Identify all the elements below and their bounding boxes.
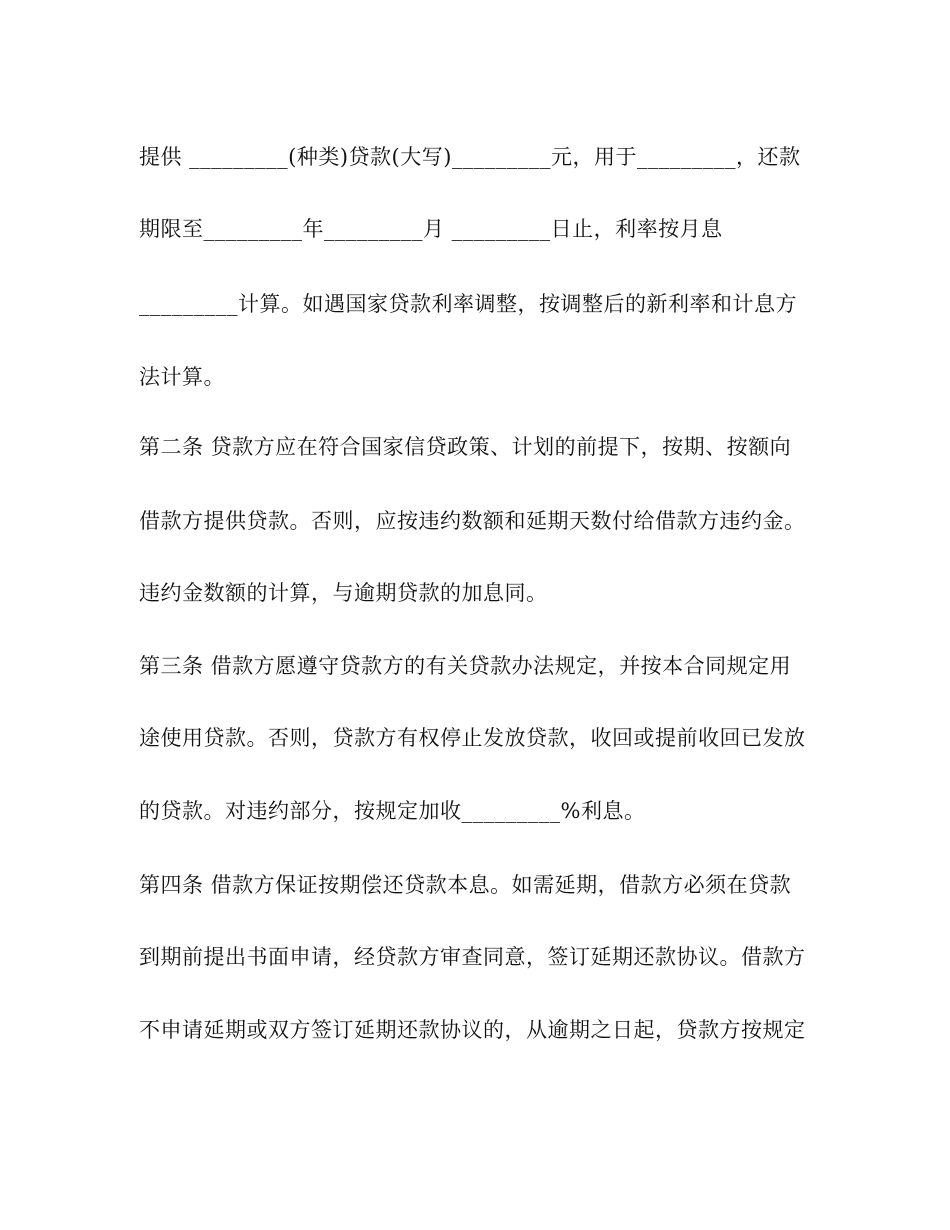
text-line-10: 的贷款。对违约部分，按规定加收_________%利息。 xyxy=(139,799,646,823)
text-line-9: 途使用贷款。否则，贷款方有权停止发放贷款，收回或提前收回已发放 xyxy=(139,726,806,750)
text-line-12: 到期前提出书面申请，经贷款方审查同意，签订延期还款协议。借款方 xyxy=(139,945,806,969)
text-line-5: 第二条 贷款方应在符合国家信贷政策、计划的前提下，按期、按额向 xyxy=(139,435,792,459)
text-line-7: 违约金数额的计算，与逾期贷款的加息同。 xyxy=(139,581,548,605)
text-line-8: 第三条 借款方愿遵守贷款方的有关贷款办法规定，并按本合同规定用 xyxy=(139,654,792,678)
text-line-4: 法计算。 xyxy=(139,365,225,389)
text-line-13: 不申请延期或双方签订延期还款协议的，从逾期之日起，贷款方按规定 xyxy=(139,1018,806,1042)
text-line-11: 第四条 借款方保证按期偿还贷款本息。如需延期，借款方必须在贷款 xyxy=(139,873,792,897)
text-line-6: 借款方提供贷款。否则，应按违约数额和延期天数付给借款方违约金。 xyxy=(139,509,806,533)
text-line-2: 期限至_________年_________月 _________日止，利率按月息 xyxy=(139,217,723,241)
text-line-3: _________计算。如遇国家贷款利率调整，按调整后的新利率和计息方 xyxy=(139,292,797,316)
text-line-1: 提供 _________(种类)贷款(大写)_________元，用于_________，还款 xyxy=(139,145,801,169)
